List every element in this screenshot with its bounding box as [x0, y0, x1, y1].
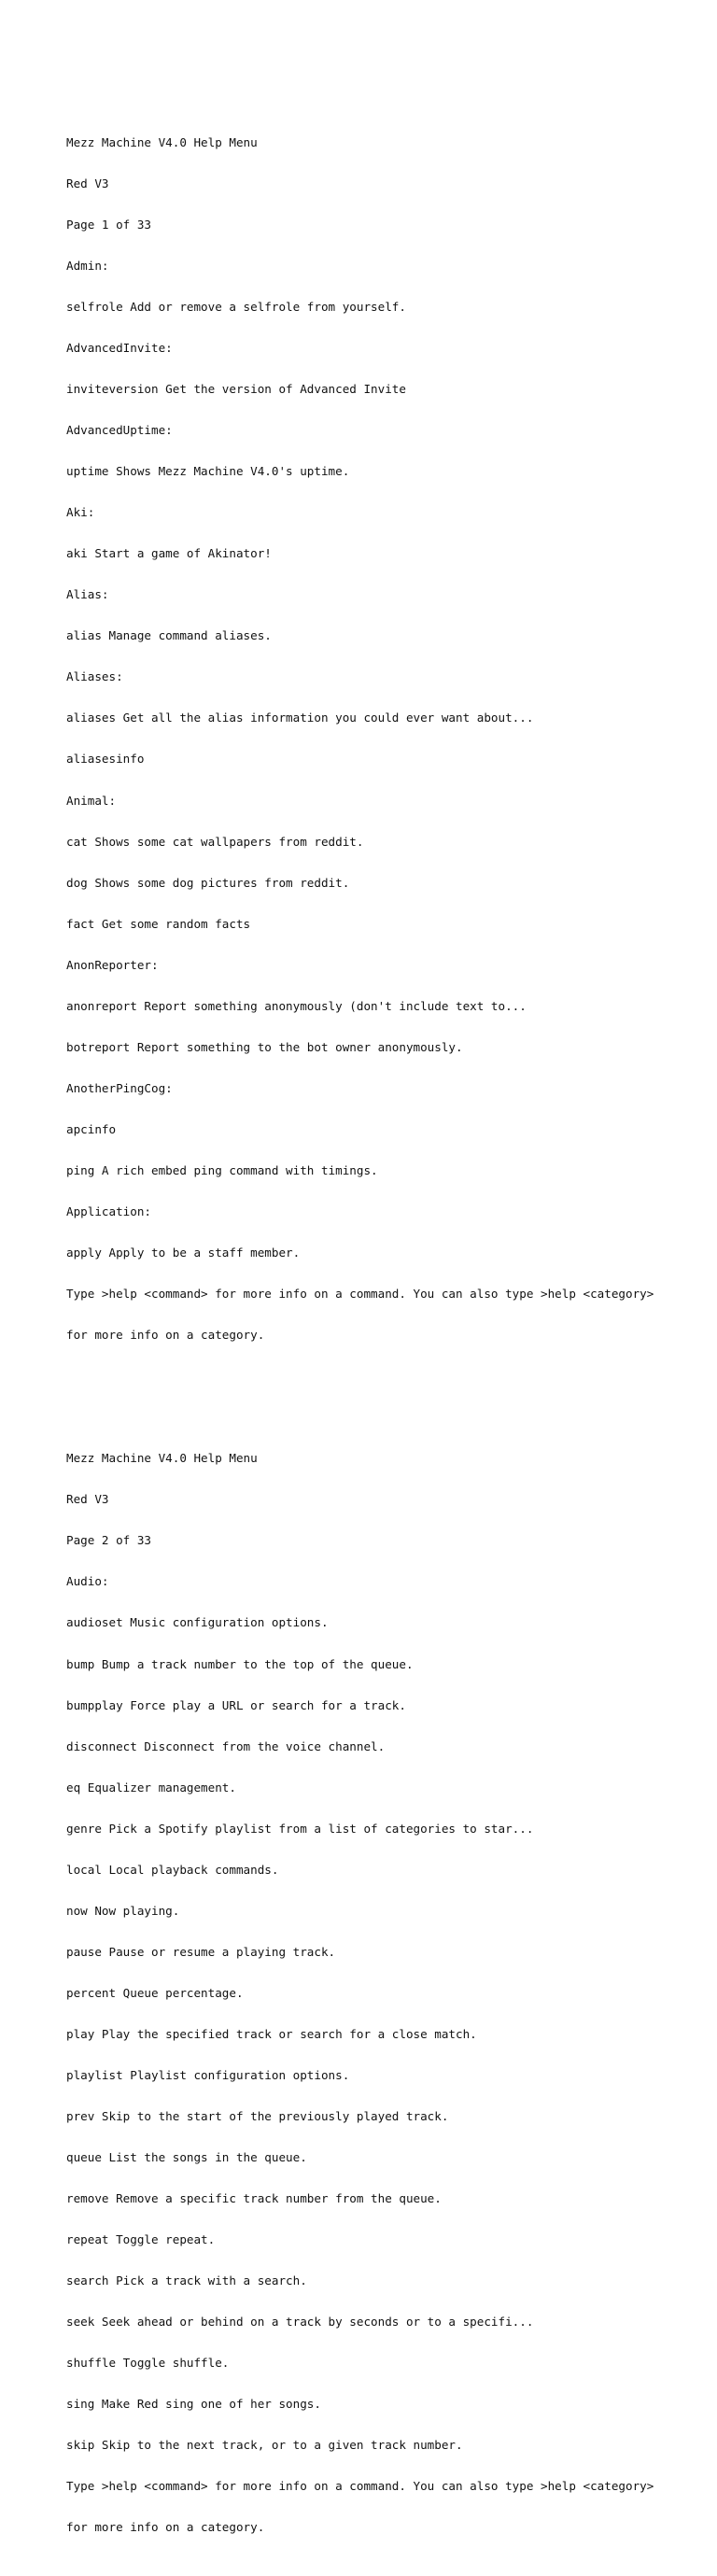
help-footer: for more info on a category.	[66, 2520, 265, 2535]
command-entry: apply Apply to be a staff member.	[66, 1246, 301, 1260]
help-footer: for more info on a category.	[66, 1328, 265, 1343]
category-heading: Audio:	[66, 1574, 109, 1589]
command-entry: aliasesinfo	[66, 752, 145, 767]
category-heading: AnonReporter:	[66, 957, 159, 972]
command-entry: audioset Music configuration options.	[66, 1615, 329, 1630]
command-entry: bumpplay Force play a URL or search for a track.	[66, 1697, 406, 1712]
command-entry: playlist Playlist configuration options.	[66, 2067, 350, 2082]
command-entry: bump Bump a track number to the top of the queue.	[66, 1656, 414, 1671]
category-heading: Admin:	[66, 258, 109, 273]
page-indicator: Page 1 of 33	[66, 217, 151, 232]
command-entry: dog Shows some dog pictures from reddit.	[66, 875, 350, 890]
help-page-2	[66, 1425, 701, 2563]
command-entry: play Play the specified track or search for a close match.	[66, 2026, 477, 2041]
command-entry: aki Start a game of Akinator!	[66, 546, 272, 561]
command-entry: shuffle Toggle shuffle.	[66, 2356, 230, 2371]
command-entry: genre Pick a Spotify playlist from a list of categories to star...	[66, 1821, 534, 1836]
category-heading: Alias:	[66, 587, 109, 602]
category-heading: Animal:	[66, 793, 117, 808]
menu-title: Mezz Machine V4.0 Help Menu	[66, 1451, 258, 1466]
command-entry: remove Remove a specific track number from the queue.	[66, 2191, 442, 2206]
help-footer: Type >help <command> for more info on a command. You can also type >help <category>	[66, 1287, 654, 1302]
bot-version: Red V3	[66, 1492, 109, 1507]
command-entry: repeat Toggle repeat.	[66, 2232, 216, 2247]
command-entry: disconnect Disconnect from the voice channel.	[66, 1738, 386, 1753]
command-entry: search Pick a track with a search.	[66, 2273, 307, 2288]
category-heading: Aki:	[66, 505, 95, 520]
command-entry: sing Make Red sing one of her songs.	[66, 2397, 321, 2412]
bot-version: Red V3	[66, 176, 109, 190]
command-entry: pause Pause or resume a playing track.	[66, 1944, 336, 1959]
category-heading: AnotherPingCog:	[66, 1080, 173, 1095]
category-heading: Application:	[66, 1204, 151, 1218]
command-entry: fact Get some random facts	[66, 916, 251, 931]
help-menu-document	[66, 81, 701, 2576]
command-entry: uptime Shows Mezz Machine V4.0's uptime.	[66, 464, 350, 479]
command-entry: queue List the songs in the queue.	[66, 2150, 307, 2165]
page-indicator: Page 2 of 33	[66, 1533, 151, 1548]
command-entry: percent Queue percentage.	[66, 1985, 244, 2000]
command-entry: skip Skip to the next track, or to a given track number.	[66, 2438, 463, 2453]
command-entry: prev Skip to the start of the previously played track.	[66, 2109, 449, 2124]
command-entry: eq Equalizer management.	[66, 1780, 236, 1795]
help-page-1	[66, 108, 701, 1370]
command-entry: now Now playing.	[66, 1903, 180, 1918]
command-entry: alias Manage command aliases.	[66, 628, 272, 643]
command-entry: selfrole Add or remove a selfrole from yourself.	[66, 299, 406, 314]
menu-title: Mezz Machine V4.0 Help Menu	[66, 134, 258, 149]
command-entry: cat Shows some cat wallpapers from reddit.	[66, 834, 364, 849]
command-entry: seek Seek ahead or behind on a track by seconds or to a specifi...	[66, 2315, 534, 2330]
category-heading: AdvancedInvite:	[66, 340, 173, 355]
command-entry: apcinfo	[66, 1121, 117, 1136]
command-entry: aliases Get all the alias information you could ever want about...	[66, 711, 534, 725]
category-heading: Aliases:	[66, 669, 123, 684]
command-entry: botreport Report something to the bot owner anonymously.	[66, 1039, 463, 1054]
command-entry: local Local playback commands.	[66, 1862, 279, 1877]
command-entry: ping A rich embed ping command with timings.	[66, 1162, 378, 1177]
command-entry: inviteversion Get the version of Advanced Invite	[66, 382, 406, 397]
command-entry: anonreport Report something anonymously (don't include text to...	[66, 998, 527, 1013]
category-heading: AdvancedUptime:	[66, 423, 173, 438]
help-footer: Type >help <command> for more info on a command. You can also type >help <category>	[66, 2479, 654, 2494]
